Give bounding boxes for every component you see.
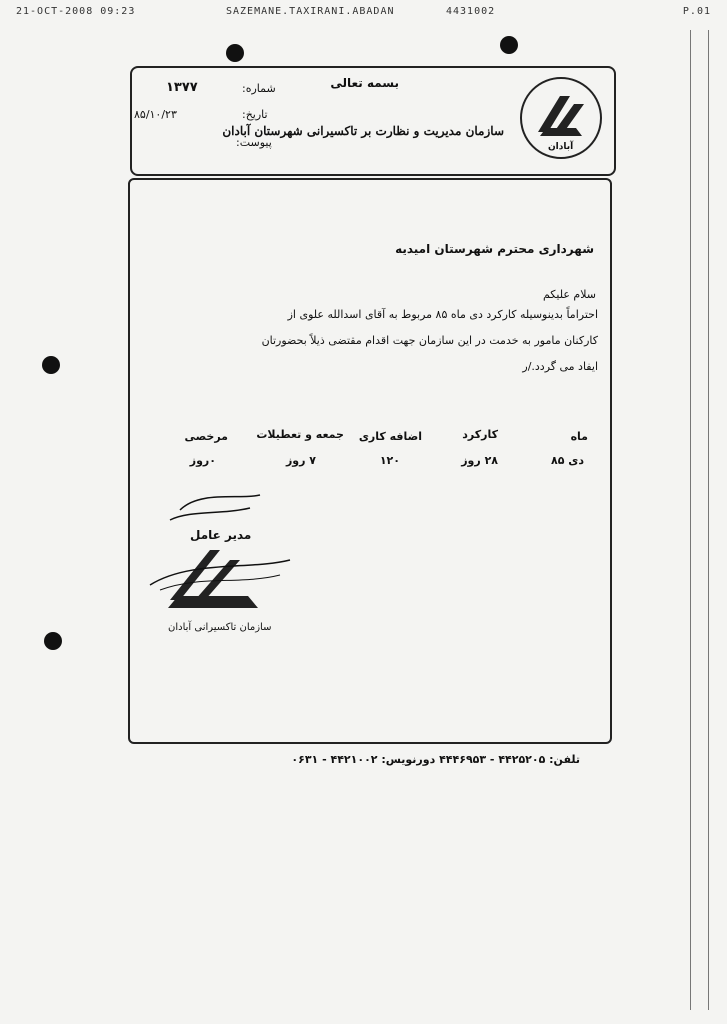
logo (518, 74, 604, 166)
table-header-month: ماه (570, 430, 588, 443)
fax-datetime: 21-OCT-2008 09:23 (16, 6, 136, 17)
logo-text: آبادان (548, 142, 574, 152)
table-cell-month: دی ۸۵ (551, 454, 584, 467)
body-line-2: کارکنان مامور به خدمت در این سازمان جهت اقدام مقتضی ذیلاً بحضورتان (261, 334, 598, 347)
attachment-label: پیوست: (236, 136, 272, 149)
footer-contact: تلفن: ۴۴۲۵۲۰۵ - ۴۴۴۶۹۵۳ دورنویس: ۴۴۲۱۰۰۲ - ۰۶۳۱ (291, 753, 580, 766)
taxi-logo-icon (518, 74, 604, 166)
date-label: تاریخ: (242, 108, 268, 121)
table-cell-worked: ۲۸ روز (461, 454, 498, 467)
date-value: ۸۵/۱۰/۲۳ (134, 108, 177, 121)
fax-number: 4431002 (446, 6, 496, 17)
table-header-leave: مرخصی (184, 430, 228, 443)
body-line-1: احتراماً بدینوسیله کارکرد دی ماه ۸۵ مربوط به آقای اسدالله علوی از (287, 308, 598, 321)
table-cell-overtime: ۱۲۰ (379, 454, 400, 467)
fax-sender: SAZEMANE.TAXIRANI.ABADAN (226, 6, 395, 17)
punch-hole (500, 36, 518, 54)
table-header-holidays: جمعه و تعطیلات (256, 428, 344, 441)
scan-edge-line (708, 30, 709, 1010)
org-name: سازمان مدیریت و نظارت بر تاکسیرانی شهرستان آبادان (222, 124, 504, 138)
table-header-worked: کارکرد (462, 428, 498, 441)
number-label: شماره: (242, 82, 276, 95)
signatory-title: مدیر عامل (190, 528, 252, 542)
letterhead (130, 66, 616, 176)
bismillah: بسمه تعالی (330, 76, 399, 90)
table-cell-holidays: ۷ روز (285, 454, 316, 467)
number-value: ۱۳۷۷ (166, 80, 198, 95)
punch-hole (44, 632, 62, 650)
stamp-text: سازمان تاکسیرانی آبادان (168, 622, 272, 633)
signature-block (140, 490, 310, 650)
punch-hole (42, 356, 60, 374)
fax-page: P.01 (682, 6, 711, 17)
fax-header (16, 6, 711, 22)
table-header-overtime: اضافه کاری (358, 430, 422, 443)
scan-edge-line (690, 30, 691, 1010)
table-cell-leave: ۰روز (189, 454, 216, 467)
recipient: شهرداری محترم شهرستان امیدیه (395, 242, 594, 256)
body-line-3: ایفاد می گردد./ر (522, 360, 598, 373)
letter-body-frame (128, 178, 612, 744)
punch-hole (226, 44, 244, 62)
greeting: سلام علیکم (542, 288, 596, 301)
